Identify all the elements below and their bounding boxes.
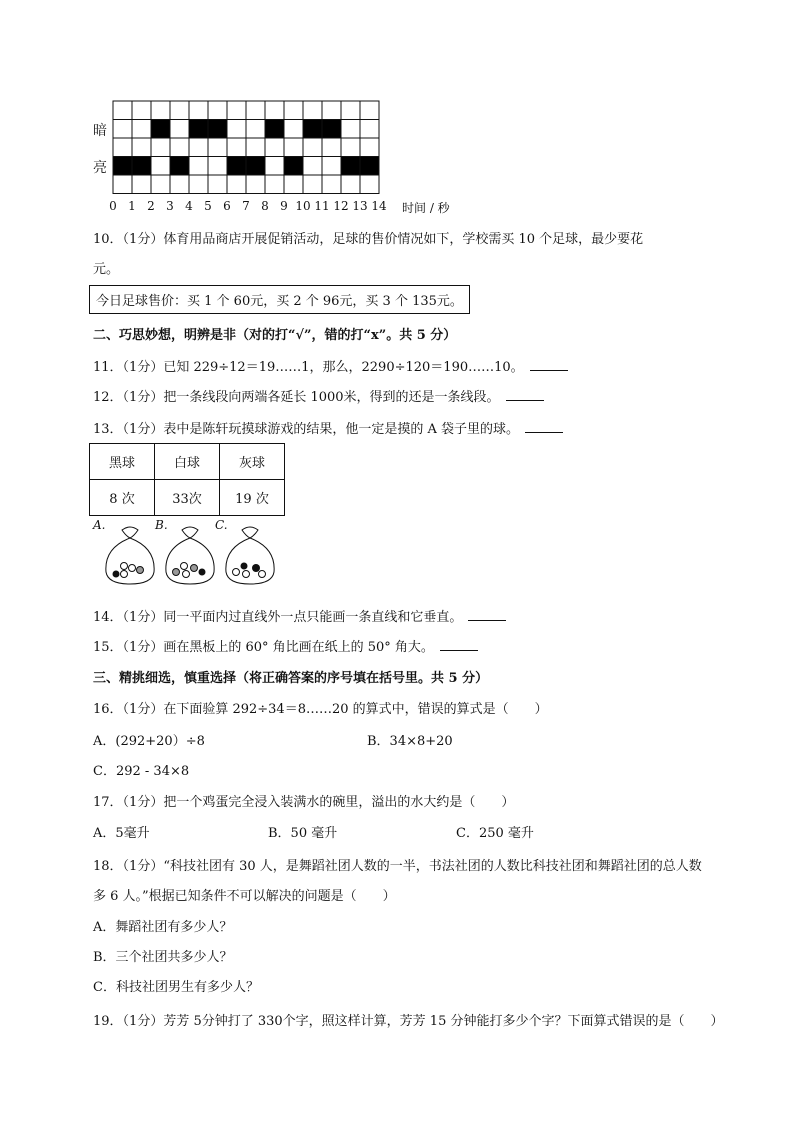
row-label-dark: 暗 — [93, 123, 107, 139]
grid-cell — [303, 101, 322, 120]
ball-result-table — [89, 443, 285, 516]
grid-cell — [189, 120, 208, 139]
grid-cell — [132, 175, 151, 194]
section2-heading: 二、巧思妙想，明辨是非（对的打“√”，错的打“x”。共 5 分） — [93, 328, 457, 343]
grid-cell — [265, 138, 284, 157]
grid-cell — [246, 175, 265, 194]
q13-text: 13．（1分）表中是陈轩玩摸球游戏的结果，他一定是摸的 A 袋子里的球。 — [93, 422, 519, 437]
q14-text: 14．（1分）同一平面内过直线外一点只能画一条直线和它垂直。 — [93, 610, 463, 625]
q17-text: 17．（1分）把一个鸡蛋完全浸入装满水的碗里，溢出的水大约是（ ） — [93, 795, 515, 810]
grid-cell — [227, 175, 246, 194]
grid-cell — [113, 120, 132, 139]
grid-cell — [360, 175, 379, 194]
count-gray: 19 次 — [220, 480, 285, 516]
grid-cell — [322, 157, 341, 176]
grid-cell — [170, 138, 189, 157]
grid-cell — [284, 120, 303, 139]
bag-label-c: C. — [215, 518, 228, 532]
tick-label: 3 — [166, 199, 174, 213]
grid-cell — [189, 101, 208, 120]
q12-text: 12．（1分）把一条线段向两端各延长 1000米，得到的还是一条线段。 — [93, 390, 500, 405]
q11-answer-blank[interactable] — [530, 358, 568, 371]
bag-b-icon — [166, 527, 214, 584]
grid-cell — [341, 138, 360, 157]
q16-option-c[interactable]: C．292 - 34×8 — [93, 764, 190, 779]
grid-cell — [132, 101, 151, 120]
grid-chart — [112, 100, 384, 196]
count-white: 33次 — [155, 480, 220, 516]
grid-cell — [265, 120, 284, 139]
grid-cell — [208, 175, 227, 194]
grid-cell — [341, 120, 360, 139]
grid-cell — [170, 120, 189, 139]
grid-cell — [284, 157, 303, 176]
grid-cell — [189, 175, 208, 194]
q15-answer-blank[interactable] — [440, 638, 478, 651]
grid-cell — [132, 138, 151, 157]
q15 — [93, 636, 478, 655]
bag-c-icon — [226, 527, 274, 584]
grid-cell — [322, 101, 341, 120]
grid-cell — [113, 157, 132, 176]
header-white: 白球 — [155, 444, 220, 480]
grid-cell — [113, 101, 132, 120]
tick-label: 9 — [280, 199, 288, 213]
grid-cell — [246, 157, 265, 176]
grid-cell — [360, 120, 379, 139]
tick-label: 13 — [352, 199, 368, 213]
grid-cell — [322, 175, 341, 194]
section3-heading: 三、精挑细选，慎重选择（将正确答案的序号填在括号里。共 5 分） — [93, 671, 489, 686]
axis-caption: 时间 / 秒 — [402, 201, 450, 215]
grid-cell — [246, 120, 265, 139]
grid-cell — [341, 101, 360, 120]
header-gray: 灰球 — [220, 444, 285, 480]
q13 — [93, 418, 563, 437]
grid-cell — [284, 175, 303, 194]
grid-cell — [246, 138, 265, 157]
grid-cell — [227, 101, 246, 120]
grid-cell — [284, 101, 303, 120]
tick-label: 7 — [242, 199, 250, 213]
grid-cell — [208, 101, 227, 120]
grid-cell — [113, 175, 132, 194]
grid-cell — [170, 101, 189, 120]
q11 — [93, 356, 568, 375]
tick-label: 4 — [185, 199, 193, 213]
header-black: 黑球 — [90, 444, 155, 480]
grid-cell — [113, 138, 132, 157]
grid-cell — [284, 138, 303, 157]
count-black: 8 次 — [90, 480, 155, 516]
grid-cell — [303, 175, 322, 194]
grid-cell — [132, 120, 151, 139]
grid-cell — [360, 101, 379, 120]
q17-option-b[interactable]: B．50 毫升 — [268, 826, 338, 841]
bag-label-b: B. — [155, 518, 168, 532]
tick-label: 10 — [295, 199, 311, 213]
q18-line1: 18．（1分）“科技社团有 30 人，是舞蹈社团人数的一半，书法社团的人数比科技社团和舞蹈社团的总人数 — [93, 859, 702, 874]
tick-label: 1 — [128, 199, 136, 213]
grid-cell — [170, 157, 189, 176]
grid-cell — [360, 157, 379, 176]
q13-answer-blank[interactable] — [525, 420, 563, 433]
grid-cell — [303, 138, 322, 157]
grid-cell — [322, 120, 341, 139]
q19-text: 19．（1分）芳芳 5分钟打了 330个字，照这样计算，芳芳 15 分钟能打多少个字？下面算式错误的是（ ） — [93, 1014, 724, 1029]
row-label-light: 亮 — [93, 160, 107, 176]
q10-price-box: 今日足球售价：买 1 个 60元，买 2 个 96元，买 3 个 135元。 — [89, 285, 470, 314]
grid-cell — [265, 175, 284, 194]
q18-option-c[interactable]: C．科技社团男生有多少人？ — [93, 980, 259, 995]
bag-a-icon — [106, 527, 154, 584]
q18-line2: 多 6 人。”根据已知条件不可以解决的问题是（ ） — [93, 889, 396, 904]
tick-label: 0 — [109, 199, 117, 213]
q18-option-a[interactable]: A．舞蹈社团有多少人？ — [93, 920, 233, 935]
q18-option-b[interactable]: B．三个社团共多少人？ — [93, 950, 233, 965]
tick-label: 5 — [204, 199, 212, 213]
grid-cell — [208, 120, 227, 139]
grid-cell — [132, 157, 151, 176]
grid-cell — [189, 157, 208, 176]
q11-text: 11．（1分）已知 229÷12＝19……1，那么，2290÷120＝190……10。 — [93, 360, 524, 375]
grid-cell — [151, 175, 170, 194]
grid-cell — [265, 157, 284, 176]
grid-cell — [341, 175, 360, 194]
grid-cell — [151, 120, 170, 139]
tick-label: 6 — [223, 199, 231, 213]
q16-option-a[interactable]: A．(292+20）÷8 — [93, 734, 205, 749]
tick-label: 11 — [314, 199, 330, 213]
grid-cell — [265, 101, 284, 120]
q16-text: 16．（1分）在下面验算 292÷34＝8……20 的算式中，错误的算式是（ ） — [93, 702, 548, 717]
q12-answer-blank[interactable] — [506, 388, 544, 401]
grid-cell — [151, 157, 170, 176]
q14-answer-blank[interactable] — [468, 608, 506, 621]
grid-cell — [170, 175, 189, 194]
grid-cell — [208, 157, 227, 176]
tick-label: 14 — [371, 199, 387, 213]
grid-cell — [303, 120, 322, 139]
grid-cell — [151, 101, 170, 120]
q17-option-a[interactable]: A．5毫升 — [93, 826, 150, 841]
tick-label: 8 — [261, 199, 269, 213]
tick-label: 12 — [333, 199, 349, 213]
grid-cell — [189, 138, 208, 157]
q12 — [93, 386, 544, 405]
q17-option-c[interactable]: C．250 毫升 — [456, 826, 534, 841]
q14 — [93, 606, 506, 625]
grid-cell — [208, 138, 227, 157]
bag-label-a: A. — [93, 518, 106, 532]
grid-cell — [322, 138, 341, 157]
grid-cell — [151, 138, 170, 157]
q10-line2: 元。 — [93, 262, 120, 277]
ball-bags-figure — [100, 520, 280, 590]
grid-cell — [227, 138, 246, 157]
q10-line1: 10．（1分）体育用品商店开展促销活动，足球的售价情况如下，学校需买 10 个足球，最少要花 — [93, 232, 644, 247]
tick-label: 2 — [147, 199, 155, 213]
grid-cell — [246, 101, 265, 120]
grid-cell — [303, 157, 322, 176]
q15-text: 15．（1分）画在黑板上的 60° 角比画在纸上的 50° 角大。 — [93, 640, 434, 655]
grid-cell — [227, 157, 246, 176]
grid-cell — [227, 120, 246, 139]
q16-option-b[interactable]: B．34×8+20 — [367, 734, 453, 749]
grid-cell — [360, 138, 379, 157]
grid-cell — [341, 157, 360, 176]
